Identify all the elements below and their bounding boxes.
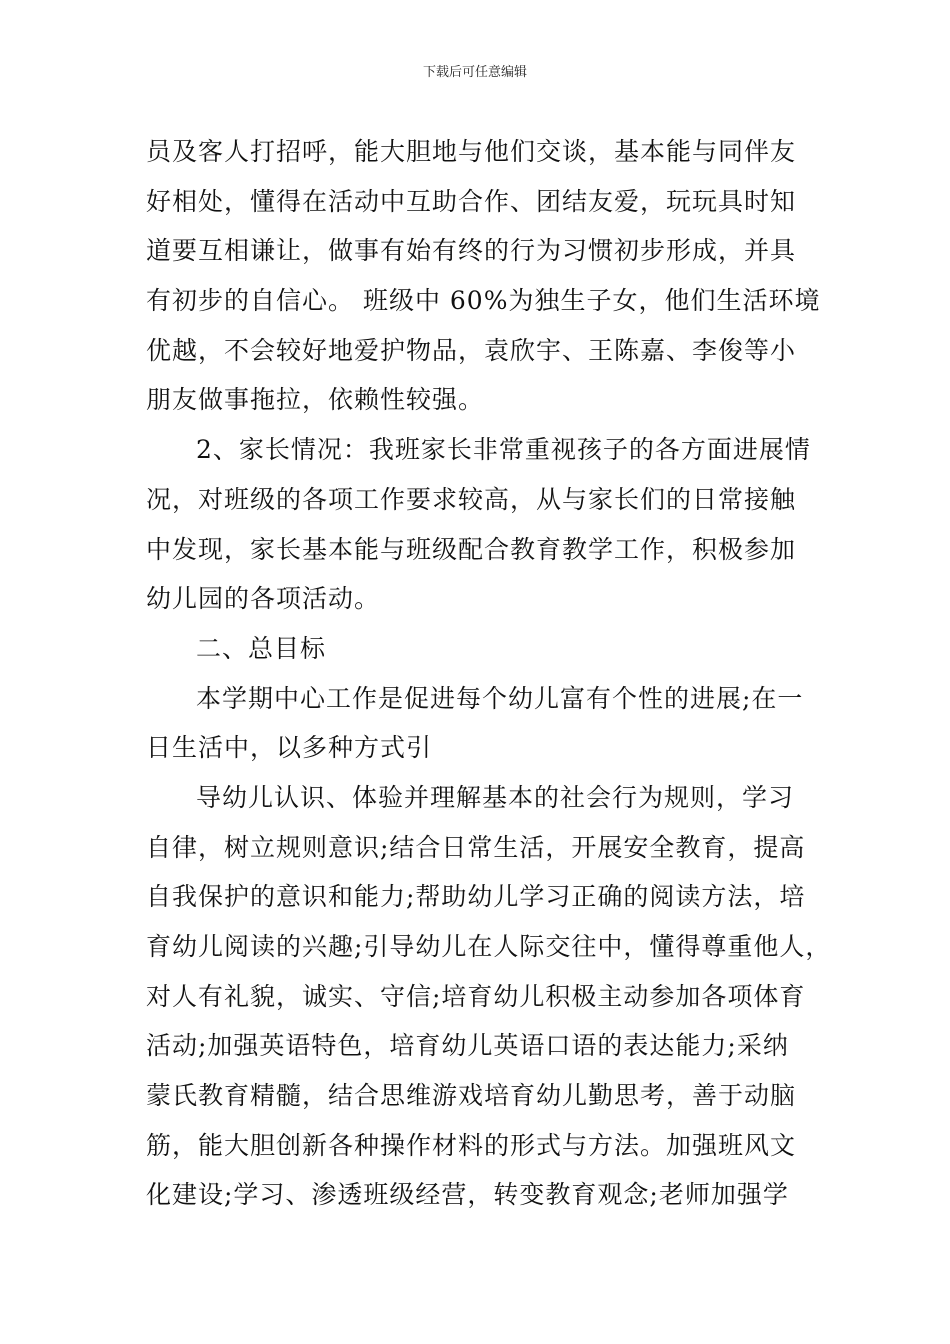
- text-line: 育幼儿阅读的兴趣;引导幼儿在人际交往中，懂得尊重他人，: [146, 932, 832, 961]
- paragraph-start-line: 本学期中心工作是促进每个幼儿富有个性的进展;在一: [196, 683, 804, 713]
- text-line: 自律，树立规则意识;结合日常生活，开展安全教育，提高: [146, 832, 806, 862]
- text-line: 员及客人打招呼，能大胆地与他们交谈，基本能与同伴友: [146, 137, 797, 166]
- text-line: 自我保护的意识和能力;帮助幼儿学习正确的阅读方法，培: [146, 882, 806, 912]
- text-line: 道要互相谦让，做事有始有终的行为习惯初步形成，并具: [146, 236, 797, 266]
- text-line: 幼儿园的各项活动。: [146, 584, 381, 614]
- section-heading: 二、总目标: [196, 633, 327, 663]
- page-header: 下载后可任意编辑: [422, 65, 527, 80]
- text-line: 化建设;学习、渗透班级经营，转变教育观念;老师加强学: [146, 1180, 789, 1210]
- text-line: 朋友做事拖拉，依赖性较强。: [146, 385, 485, 415]
- paragraph-start-line: 2、家长情况：我班家长非常重视孩子的各方面进展情: [196, 435, 811, 465]
- text-line: 筋，能大胆创新各种操作材料的形式与方法。加强班风文: [146, 1130, 797, 1160]
- text-line: 优越，不会较好地爱护物品，袁欣宇、王陈嘉、李俊等小: [146, 335, 797, 365]
- text-line: 蒙氏教育精髓，结合思维游戏培育幼儿勤思考，善于动脑: [146, 1081, 797, 1111]
- text-line: 有初步的自信心。 班级中 60%为独生子女，他们生活环境: [146, 286, 821, 316]
- paragraph-start-line: 导幼儿认识、体验并理解基本的社会行为规则，学习: [196, 782, 795, 812]
- text-line: 对人有礼貌，诚实、守信;培育幼儿积极主动参加各项体育: [146, 981, 806, 1011]
- document-body: [146, 127, 832, 1220]
- text-line: 中发现，家长基本能与班级配合教育教学工作，积极参加: [146, 534, 797, 564]
- text-line: 况，对班级的各项工作要求较高，从与家长们的日常接触: [146, 484, 797, 514]
- text-line: 活动;加强英语特色，培育幼儿英语口语的表达能力;采纳: [146, 1031, 789, 1061]
- text-line: 日生活中，以多种方式引: [146, 733, 433, 763]
- text-line: 好相处，懂得在活动中互助合作、团结友爱，玩玩具时知: [146, 186, 797, 216]
